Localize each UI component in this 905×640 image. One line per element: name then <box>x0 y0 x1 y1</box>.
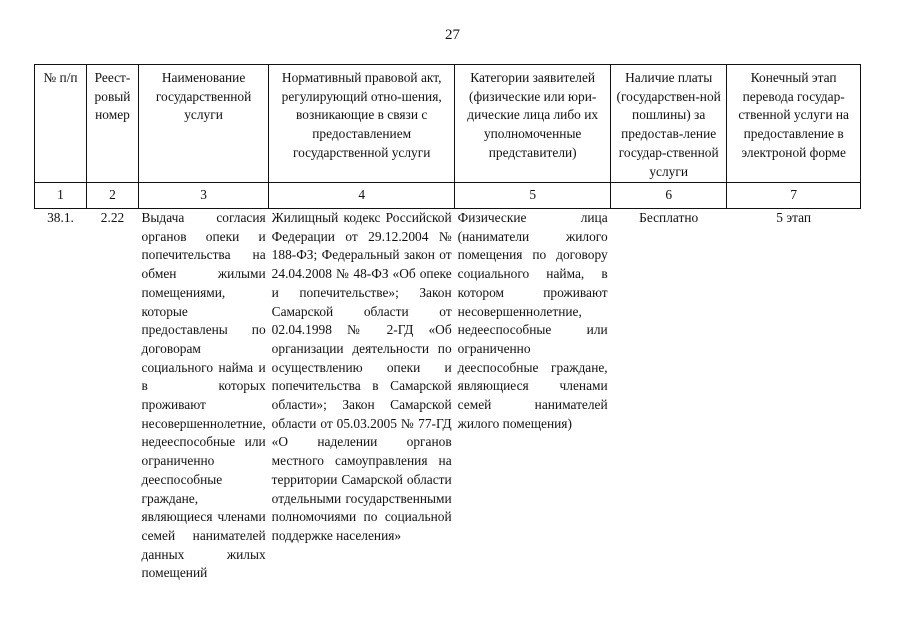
column-number-row <box>35 183 861 209</box>
row-num-cell: 38.1. <box>47 210 74 225</box>
row-service-name-cell: Выдача согласия органов опеки и попечительства на обмен жилыми помещениями, которые предоставлены по договорам социального найма и в которых проживают несовершеннолетние, недееспособные или ограниченно дееспособные граждане, являющиеся членами семей нанимателей данных жилых помещений <box>141 210 266 581</box>
column-number: 1 <box>35 183 87 209</box>
header-cell-reg-num: Реест-ровый номер <box>87 65 139 183</box>
row-final-stage-cell: 5 этап <box>776 210 812 225</box>
header-cell-legal-act: Нормативный правовой акт, регулирующий отно-шения, возникающие в связи с предоставлением государственной услуги <box>269 65 455 183</box>
column-number: 2 <box>87 183 139 209</box>
header-cell-final-stage: Конечный этап перевода государ-ственной услуги на предоставление в электроной форме <box>727 65 861 183</box>
table-row <box>35 209 861 584</box>
row-reg-num-cell: 2.22 <box>100 210 125 225</box>
row-fee-cell: Бесплатно <box>639 210 699 225</box>
column-number: 5 <box>455 183 611 209</box>
header-cell-num: № п/п <box>35 65 87 183</box>
row-legal-act-cell: Жилищный кодекс Российской Федерации от 29.12.2004 № 188-ФЗ; Федеральный закон от 24.04.2008 № 48-ФЗ «Об опеке и попечительстве»; Закон Самарской области от 02.04.1998 № 2-ГД «Об организации деятельности по осуществлению опеки и попечительства в Самарской области»; Закон Самарской области от 05.03.2005 № 77-ГД «О наделении органов местного самоуправления на территории Самарской области отдельными государственными полномочиями по социальной поддержке населения» <box>271 210 452 543</box>
header-cell-fee: Наличие платы (государствен-ной пошлины) за предостав-ление государ-ственной услуги <box>611 65 727 183</box>
services-registry-table <box>34 64 861 583</box>
column-number: 3 <box>139 183 269 209</box>
column-number: 7 <box>727 183 861 209</box>
column-number: 6 <box>611 183 727 209</box>
header-cell-service-name: Наименование государственной услуги <box>139 65 269 183</box>
row-applicants-cell: Физические лица (наниматели жилого помещения по договору социального найма, в котором проживают несовершеннолетние, недееспособные или ограниченно дееспособные граждане, являющиеся членами семей нанимателей жилого помещения) <box>457 210 608 431</box>
page-number: 27 <box>445 27 460 43</box>
header-cell-applicants: Категории заявителей (физические или юри-дические лица либо их уполномоченные представители) <box>455 65 611 183</box>
column-number: 4 <box>269 183 455 209</box>
header-row <box>35 65 861 183</box>
